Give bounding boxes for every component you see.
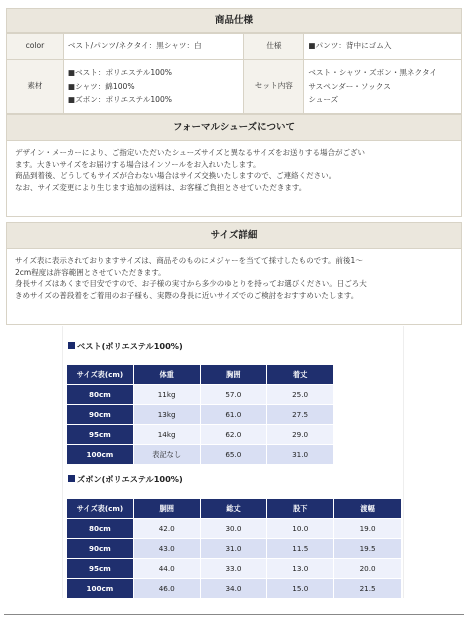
- pants-heading: [68, 474, 183, 485]
- table-cell: 10.0: [267, 519, 334, 539]
- table-row: [67, 405, 334, 425]
- table-cell: 43.0: [133, 539, 200, 559]
- row-header: 90cm: [67, 405, 134, 425]
- table-cell: 44.0: [133, 559, 200, 579]
- row-header: 100cm: [67, 445, 134, 465]
- table-row: [67, 559, 402, 579]
- spec-row-color: [7, 34, 462, 60]
- set-line: サスペンダー・ソックス: [308, 81, 391, 91]
- material-line: ■ズボン：ポリエステル100%: [67, 95, 173, 105]
- material-line: ■ベスト：ポリエステル100%: [67, 68, 173, 78]
- shoes-text: [6, 141, 462, 217]
- table-cell: 19.0: [334, 519, 402, 539]
- table-cell: 19.5: [334, 539, 402, 559]
- table-cell: 61.0: [200, 405, 267, 425]
- shoes-line: 商品到着後、どうしてもサイズが合わない場合はサイズ交換いたしますので、ご連絡ください。: [15, 171, 337, 181]
- table-cell: 46.0: [133, 579, 200, 599]
- table-row: [67, 539, 402, 559]
- set-line: ベスト・シャツ・ズボン・黒ネクタイ: [308, 68, 437, 78]
- shoes-line: ます。大きいサイズをお届けする場合はインソールをお入れいたします。: [15, 159, 261, 169]
- shoes-line: デザイン・メーカーにより、ご指定いただいたシューズサイズと異なるサイズをお送りする場合がござい: [15, 148, 365, 157]
- table-cell: 表記なし: [133, 445, 200, 465]
- pants-header-row: [67, 499, 402, 519]
- size-detail-line: 2cm程度は許容範囲とさせていただきます。: [15, 267, 166, 277]
- table-cell: 21.5: [334, 579, 402, 599]
- table-row: [67, 445, 334, 465]
- set-line: シューズ: [308, 95, 339, 105]
- table-row: [67, 425, 334, 445]
- table-cell: 11kg: [133, 385, 200, 405]
- spec-row-material: [7, 60, 462, 114]
- vest-header-cell: サイズ表(cm): [67, 365, 134, 385]
- square-bullet-icon: [68, 475, 75, 482]
- pants-header-cell: 股下: [267, 499, 334, 519]
- shiyou-label: 仕様: [244, 34, 304, 60]
- table-row: [67, 385, 334, 405]
- vest-heading-text: ベスト(ポリエステル100%): [77, 341, 183, 351]
- vest-heading: [68, 341, 183, 352]
- vest-header-cell: 胸囲: [200, 365, 267, 385]
- pants-header-cell: サイズ表(cm): [67, 499, 134, 519]
- shiyou-value: ■パンツ：背中にゴム入: [304, 34, 462, 60]
- table-cell: 42.0: [133, 519, 200, 539]
- table-cell: 31.0: [267, 445, 334, 465]
- table-cell: 14kg: [133, 425, 200, 445]
- color-value: ベスト/パンツ/ネクタイ：黒シャツ：白: [63, 34, 244, 60]
- material-line: ■シャツ：綿100%: [67, 81, 135, 91]
- row-header: 80cm: [67, 385, 134, 405]
- table-cell: 11.5: [267, 539, 334, 559]
- row-header: 90cm: [67, 539, 134, 559]
- table-cell: 62.0: [200, 425, 267, 445]
- table-cell: 15.0: [267, 579, 334, 599]
- shoes-section-title: フォーマルシューズについて: [6, 114, 462, 141]
- spec-table: [6, 33, 462, 114]
- table-row: [67, 519, 402, 539]
- table-cell: 27.5: [267, 405, 334, 425]
- size-detail-text: [6, 249, 462, 325]
- vest-header-cell: 着丈: [267, 365, 334, 385]
- table-cell: 20.0: [334, 559, 402, 579]
- color-label: color: [7, 34, 64, 60]
- table-cell: 30.0: [200, 519, 267, 539]
- vest-size-table: [66, 364, 334, 465]
- table-cell: 57.0: [200, 385, 267, 405]
- table-cell: 29.0: [267, 425, 334, 445]
- pants-header-cell: 胴囲: [133, 499, 200, 519]
- table-cell: 25.0: [267, 385, 334, 405]
- table-cell: 33.0: [200, 559, 267, 579]
- square-bullet-icon: [68, 342, 75, 349]
- table-cell: 31.0: [200, 539, 267, 559]
- row-header: 80cm: [67, 519, 134, 539]
- table-cell: 13.0: [267, 559, 334, 579]
- pants-heading-text: ズボン(ポリエステル100%): [77, 474, 183, 484]
- vest-header-row: [67, 365, 334, 385]
- shoes-line: なお、サイズ変更により生じます追加の送料は、お客様ご負担とさせていただきます。: [15, 182, 307, 192]
- pants-header-cell: 総丈: [200, 499, 267, 519]
- table-cell: 34.0: [200, 579, 267, 599]
- spec-section-title: 商品仕様: [6, 8, 462, 33]
- pants-size-table: [66, 498, 402, 599]
- row-header: 95cm: [67, 559, 134, 579]
- row-header: 100cm: [67, 579, 134, 599]
- table-cell: 65.0: [200, 445, 267, 465]
- size-detail-title: サイズ詳細: [6, 222, 462, 249]
- vest-header-cell: 体重: [133, 365, 200, 385]
- material-label: 素材: [7, 60, 64, 114]
- table-cell: 13kg: [133, 405, 200, 425]
- bottom-divider: [4, 614, 464, 615]
- size-detail-line: 身長サイズはあくまで目安ですので、お子様の実寸から多少のゆとりを持ってお選びください。日ごろ大: [15, 279, 367, 289]
- size-detail-line: サイズ表に表示されておりますサイズは、商品そのものにメジャーを当てて採寸したものです。前後1～: [15, 256, 363, 265]
- size-detail-line: きめサイズの普段着をご着用のお子様も、実際の身長に近いサイズでのご検討をおすすめいたします。: [15, 290, 359, 300]
- table-row: [67, 579, 402, 599]
- row-header: 95cm: [67, 425, 134, 445]
- material-values: [63, 60, 244, 114]
- pants-header-cell: 渡幅: [334, 499, 402, 519]
- set-values: [304, 60, 462, 114]
- set-label: セット内容: [244, 60, 304, 114]
